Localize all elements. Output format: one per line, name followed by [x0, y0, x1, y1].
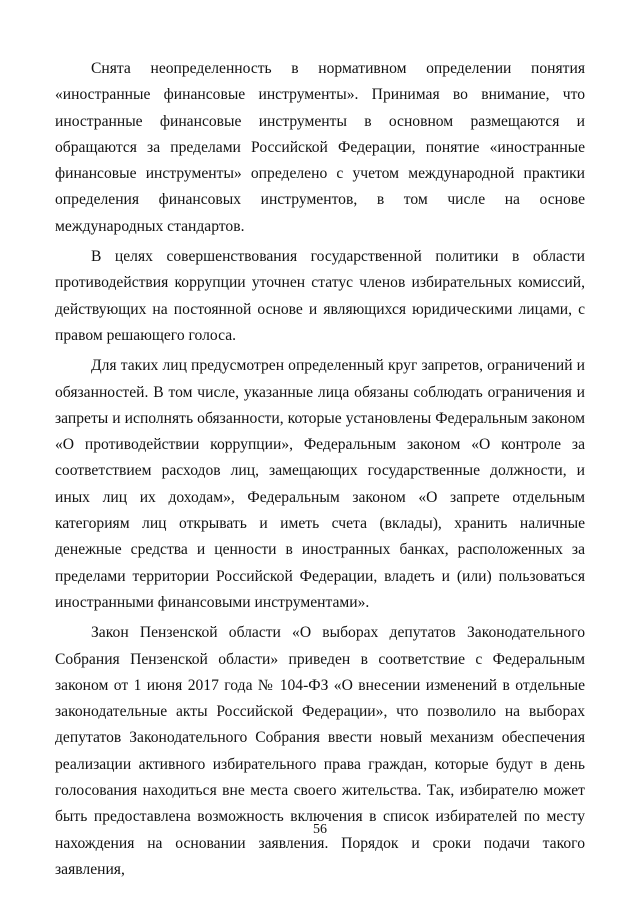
paragraph-prohibitions: Для таких лиц предусмотрен определенный круг запретов, ограничений и обязанностей. В том числе, указанные лица обязаны соблюдать ограничения и запреты и исполнять обязанности, которые установлены Федеральным законом «О противодействии коррупции», Федеральным законом «О контроле за соответствием расходов лиц, замещающих государственные должности, и иных лиц их доходам», Федеральным законом «О запрете отдельным категориям лиц открывать и иметь счета (вклады), хранить наличные денежные средства и ценности в иностранных банках, расположенных за пределами территории Российской Федерации, владеть и (или) пользоваться иностранными финансовыми инструментами». [55, 357, 585, 611]
document-body [55, 56, 585, 887]
paragraph-election-commissions: В целях совершенствования государственной политики в области противодействия коррупции уточнен статус членов избирательных комиссий, действующих на постоянной основе и являющихся юридическими лицами, с правом решающего голоса. [55, 248, 585, 344]
paragraph-penza-election-law: Закон Пензенской области «О выборах депутатов Законодательного Собрания Пензенской области» приведен в соответствие с Федеральным законом от 1 июня 2017 года № 104-ФЗ «О внесении изменений в отдельные законодательные акты Российской Федерации», что позволило на выборах депутатов Законодательного Собрания ввести новый механизм обеспечения реализации активного избирательного права граждан, которые будут в день голосования находиться вне места своего жительства. Так, избирателю может быть предоставлена возможность включения в список избирателей по месту нахождения на основании заявления. Порядок и сроки подачи такого заявления, [55, 624, 585, 878]
page-number: 56 [313, 822, 327, 837]
paragraph-financial-instruments: Снята неопределенность в нормативном определении понятия «иностранные финансовые инструменты». Принимая во внимание, что иностранные финансовые инструменты в основном размещаются и обращаются за пределами Российской Федерации, понятие «иностранные финансовые инструменты» определено с учетом международной практики определения финансовых инструментов, в том числе на основе международных стандартов. [55, 60, 585, 235]
